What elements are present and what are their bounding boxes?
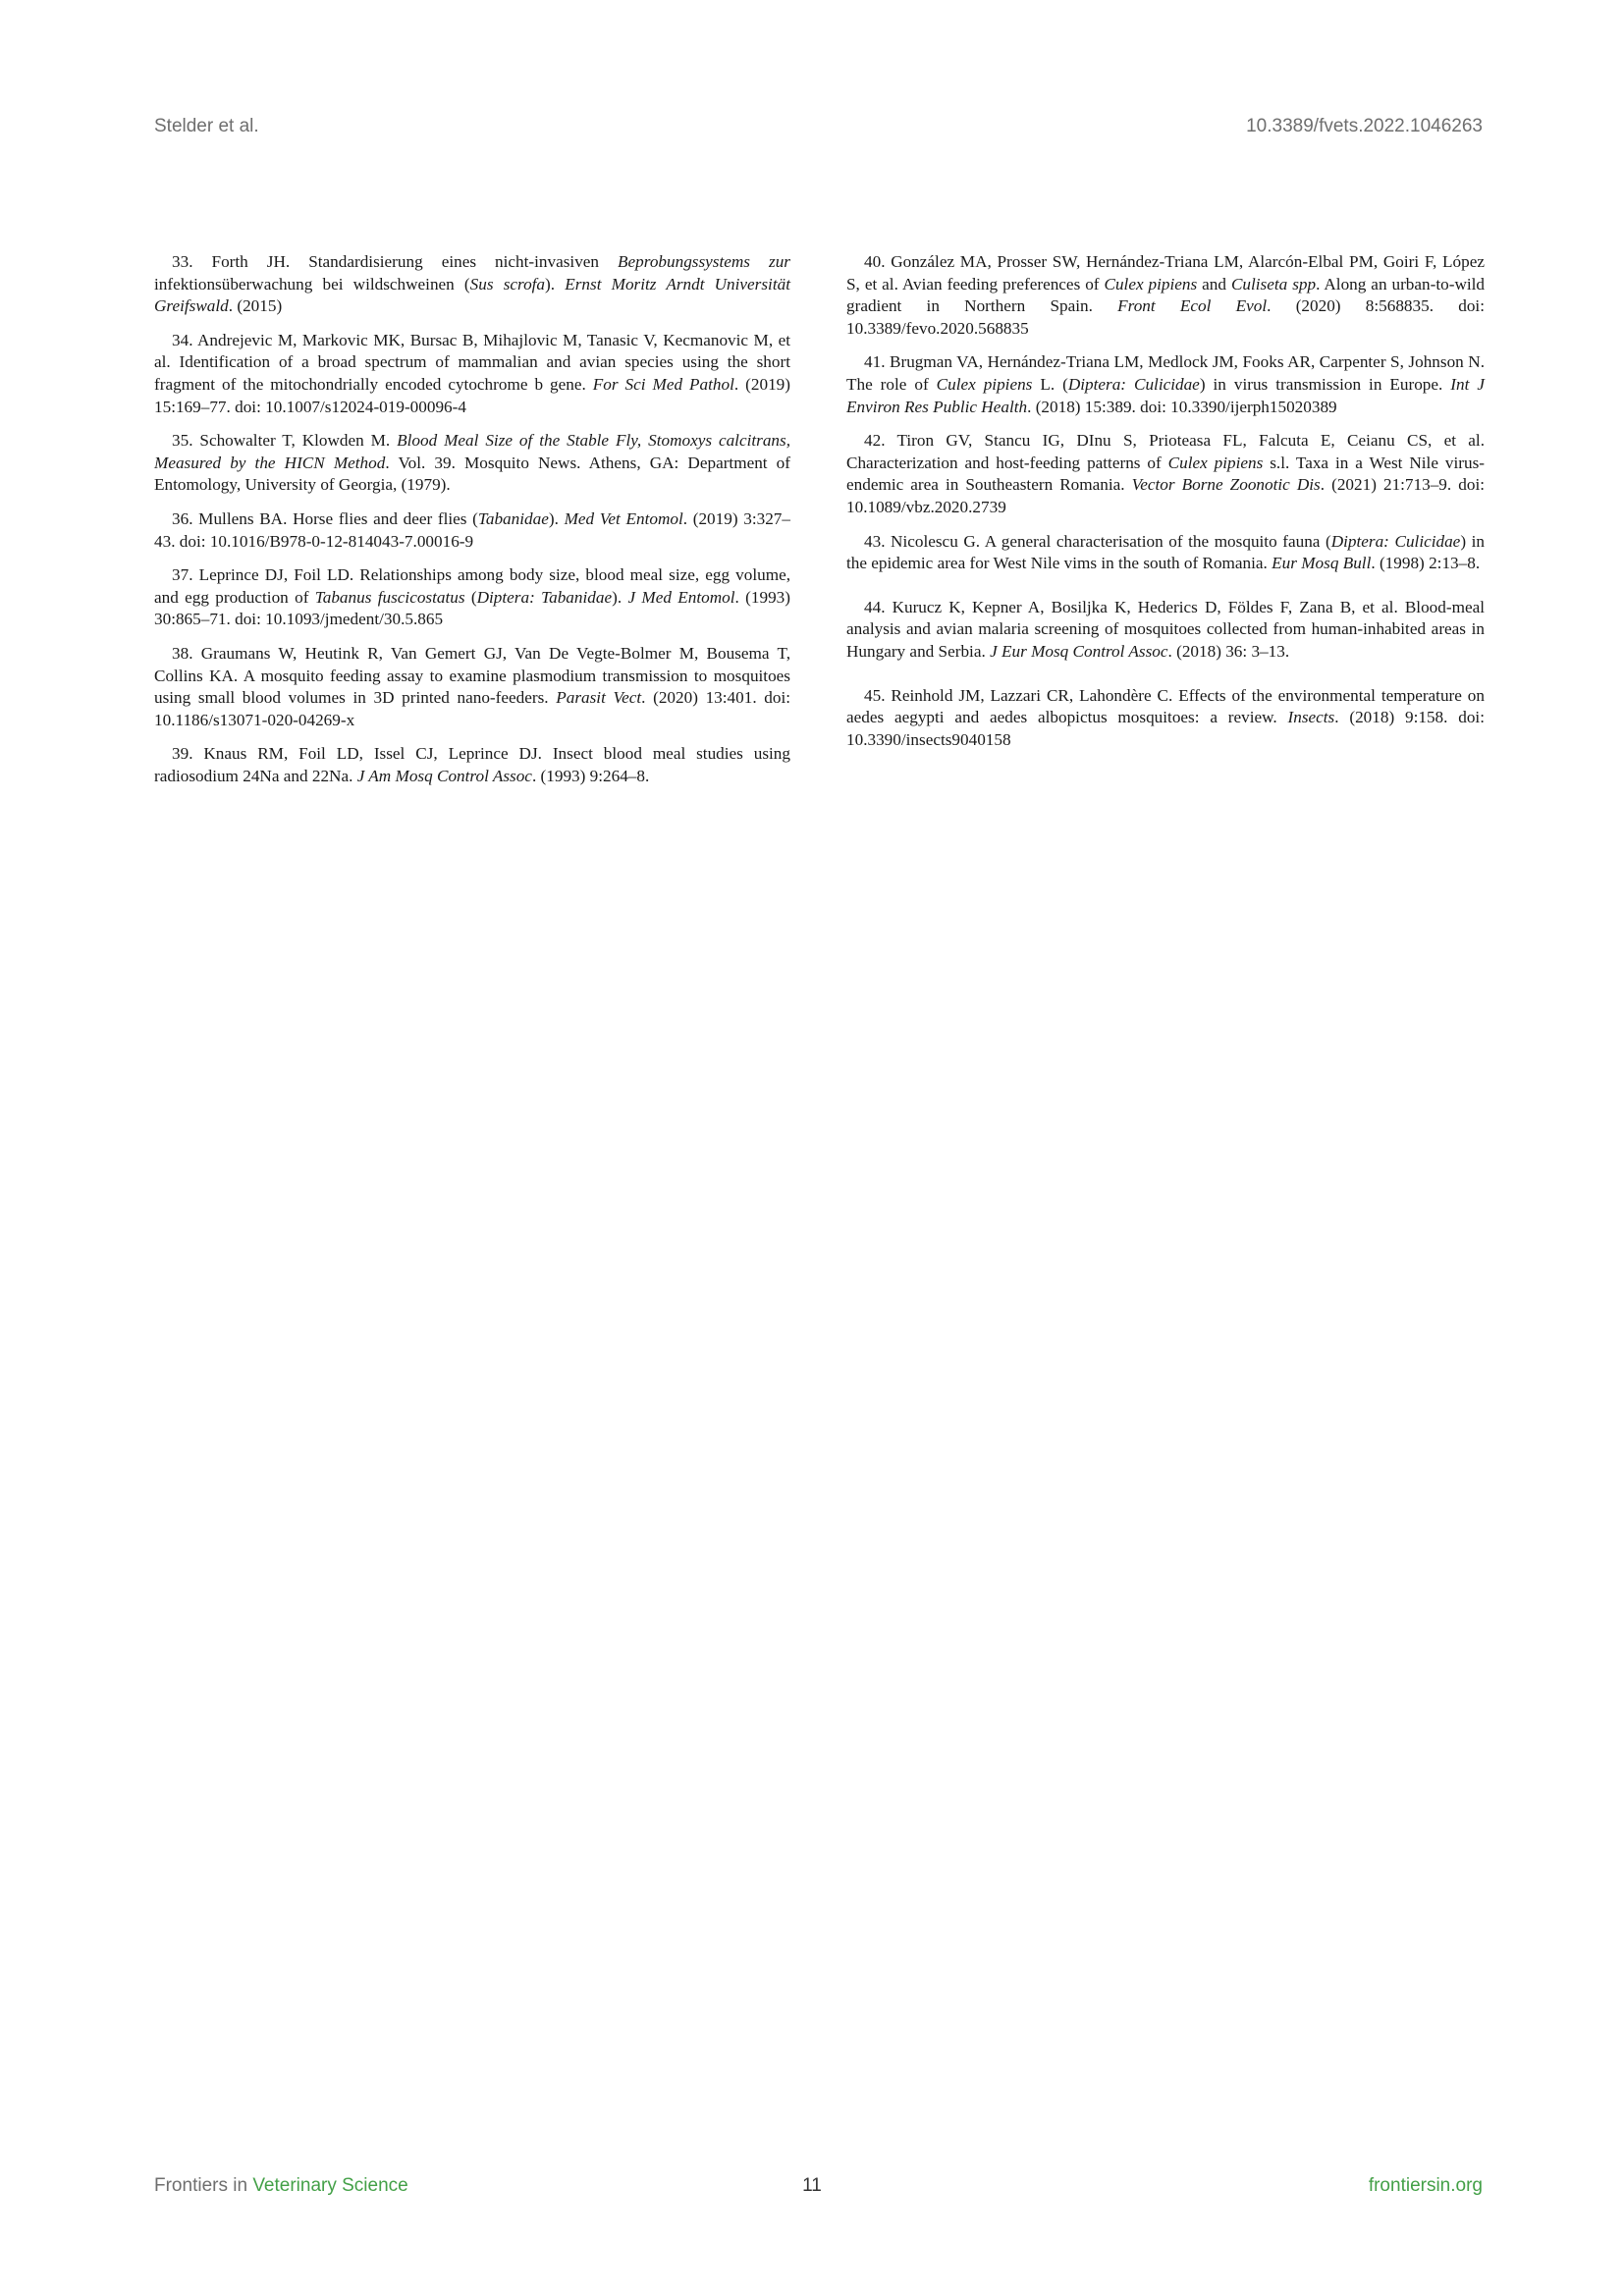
reference-italic-text: Front Ecol Evol [1117, 296, 1268, 316]
reference-text: 35. Schowalter T, Klowden M. [172, 431, 398, 451]
reference-text: 38. Graumans W, Heutink R, Van Gemert GJ, Van De Vegte-Bolmer M, Bousema T, Collins KA. A mosquito feeding assay to examine plasmodium transmission to mosquitoes using small blood volumes in 3D printed nano-feeders. [154, 643, 790, 708]
reference-text: ). [548, 508, 565, 528]
reference-text: . (2018) 36: 3–13. [1167, 641, 1290, 661]
reference-text: 45. Reinhold JM, Lazzari CR, Lahondère C. Effects of the environmental temperature on aedes aegypti and aedes albopictus mosquitoes: a review. [846, 685, 1485, 727]
reference-italic-text: Diptera: Culicidae [1330, 531, 1461, 551]
reference-text: . (2020) 13:401. doi: 10.1186/s13071-020-04269-x [154, 688, 791, 729]
reference-item [846, 597, 1485, 664]
reference-text: ) in the epidemic area for West Nile vims in the south of Romania. [846, 531, 1485, 573]
reference-italic-text: Blood Meal Size of the Stable Fly, Stomoxys calcitrans, Measured by the HICN Method [154, 431, 790, 472]
reference-text: . (2015) [228, 296, 283, 316]
reference-italic-text: Parasit Vect [556, 688, 642, 708]
reference-italic-text: Eur Mosq Bull [1272, 554, 1372, 573]
footer-journal-prefix: Frontiers in [154, 2175, 248, 2196]
reference-text: . Vol. 39. Mosquito News. Athens, GA: Department of Entomology, University of Georgia, (1979). [154, 453, 790, 495]
reference-text: . (2019) 15:169–77. doi: 10.1007/s12024-019-00096-4 [154, 374, 790, 416]
reference-text: 34. Andrejevic M, Markovic MK, Bursac B, Mihajlovic M, Tanasic V, Kecmanovic M, et al. Identification of a broad spectrum of mammalian and avian species using the short fragment of the mitochondrially encoded cytochrome b gene. [154, 330, 790, 394]
footer-journal-section: Veterinary Science [252, 2175, 408, 2196]
reference-text: s.l. Taxa in a West Nile virus-endemic area in Southeastern Romania. [846, 453, 1485, 495]
reference-italic-text: Ernst Moritz Arndt Universität Greifswald [154, 274, 790, 316]
reference-italic-text: J Am Mosq Control Assoc [356, 766, 532, 785]
reference-italic-text: Vector Borne Zoonotic Dis [1131, 475, 1321, 495]
reference-item [846, 531, 1485, 575]
reference-italic-text: Beprobungssystems zur [618, 252, 790, 271]
reference-item [846, 685, 1485, 752]
reference-italic-text: Int J Environ Res Public Health [846, 374, 1485, 416]
reference-text: 44. Kurucz K, Kepner A, Bosiljka K, Hederics D, Földes F, Zana B, et al. Blood-meal analysis and avian malaria screening of mosquitoes collected from human-inhabited areas in Hungary and Serbia. [846, 597, 1485, 661]
reference-text: 37. Leprince DJ, Foil LD. Relationships among body size, blood meal size, egg volume, and egg production of [154, 565, 790, 607]
reference-item [846, 351, 1485, 418]
reference-text: 36. Mullens BA. Horse flies and deer flies ( [172, 508, 478, 528]
reference-text: ) in virus transmission in Europe. [1199, 374, 1451, 394]
reference-text: . (2020) 8:568835. doi: 10.3389/fevo.2020.568835 [846, 296, 1485, 338]
reference-text: 33. Forth JH. Standardisierung eines nicht-invasiven [172, 252, 619, 271]
reference-italic-text: J Eur Mosq Control Assoc [990, 641, 1168, 661]
reference-text: . (2018) 15:389. doi: 10.3390/ijerph15020389 [1027, 397, 1337, 416]
reference-text: . (2018) 9:158. doi: 10.3390/insects9040158 [846, 708, 1485, 749]
reference-text: 43. Nicolescu G. A general characterisation of the mosquito fauna ( [864, 531, 1331, 551]
reference-text: . (1993) 30:865–71. doi: 10.1093/jmedent/30.5.865 [154, 587, 791, 629]
reference-italic-text: Insects [1287, 708, 1335, 727]
reference-italic-text: J Med Entomol [627, 587, 735, 607]
references-column-right [846, 251, 1485, 763]
reference-item [154, 430, 790, 497]
reference-text: 39. Knaus RM, Foil LD, Issel CJ, Leprince DJ. Insect blood meal studies using radiosodium 24Na and 22Na. [154, 744, 790, 785]
reference-item [154, 330, 790, 418]
references-column-left [154, 251, 790, 799]
reference-italic-text: Culex pipiens [1167, 453, 1264, 472]
reference-text: . (1998) 2:13–8. [1371, 554, 1481, 573]
reference-item [846, 251, 1485, 340]
reference-italic-text: Culiseta spp [1230, 274, 1317, 294]
reference-italic-text: Culex pipiens [936, 374, 1033, 394]
reference-italic-text: Sus scrofa [469, 274, 546, 294]
reference-text: . (1993) 9:264–8. [531, 766, 650, 785]
reference-text: . (2019) 3:327–43. doi: 10.1016/B978-0-12-814043-7.00016-9 [154, 508, 790, 551]
footer-site-link[interactable]: frontiersin.org [1368, 2175, 1483, 2196]
reference-text: infektionsüberwachung bei wildschweinen ( [154, 274, 470, 294]
reference-text: . (2021) 21:713–9. doi: 10.1089/vbz.2020.2739 [846, 475, 1485, 516]
reference-text: 41. Brugman VA, Hernández-Triana LM, Medlock JM, Fooks AR, Carpenter S, Johnson N. The role of [846, 352, 1485, 394]
reference-italic-text: For Sci Med Pathol [592, 374, 734, 394]
reference-item [154, 508, 790, 553]
reference-text: ( [464, 587, 477, 607]
reference-item [154, 564, 790, 631]
reference-text: ). [612, 587, 628, 607]
reference-text: L. ( [1032, 374, 1068, 394]
reference-text: . Along an urban-to-wild gradient in Northern Spain. [846, 274, 1485, 316]
reference-text: ). [545, 274, 566, 294]
page-number: 11 [802, 2175, 822, 2196]
reference-text: 40. González MA, Prosser SW, Hernández-Triana LM, Alarcón-Elbal PM, Goiri F, López S, et al. Avian feeding preferences of [846, 252, 1485, 294]
reference-italic-text: Diptera: Culicidae [1067, 374, 1200, 394]
reference-italic-text: Diptera: Tabanidae [476, 587, 613, 607]
running-header-authors: Stelder et al. [154, 116, 259, 136]
reference-italic-text: Culex pipiens [1104, 274, 1198, 294]
reference-text: and [1197, 274, 1231, 294]
running-header-doi: 10.3389/fvets.2022.1046263 [1246, 116, 1483, 136]
reference-item [846, 430, 1485, 518]
reference-italic-text: Tabanidae [477, 508, 549, 528]
reference-text: 42. Tiron GV, Stancu IG, DInu S, Prioteasa FL, Falcuta E, Ceianu CS, et al. Characterization and host-feeding patterns of [846, 431, 1485, 472]
reference-item [154, 643, 790, 731]
reference-item [154, 251, 790, 318]
reference-italic-text: Med Vet Entomol [564, 508, 683, 528]
reference-item [154, 743, 790, 787]
reference-italic-text: Tabanus fuscicostatus [314, 587, 465, 607]
